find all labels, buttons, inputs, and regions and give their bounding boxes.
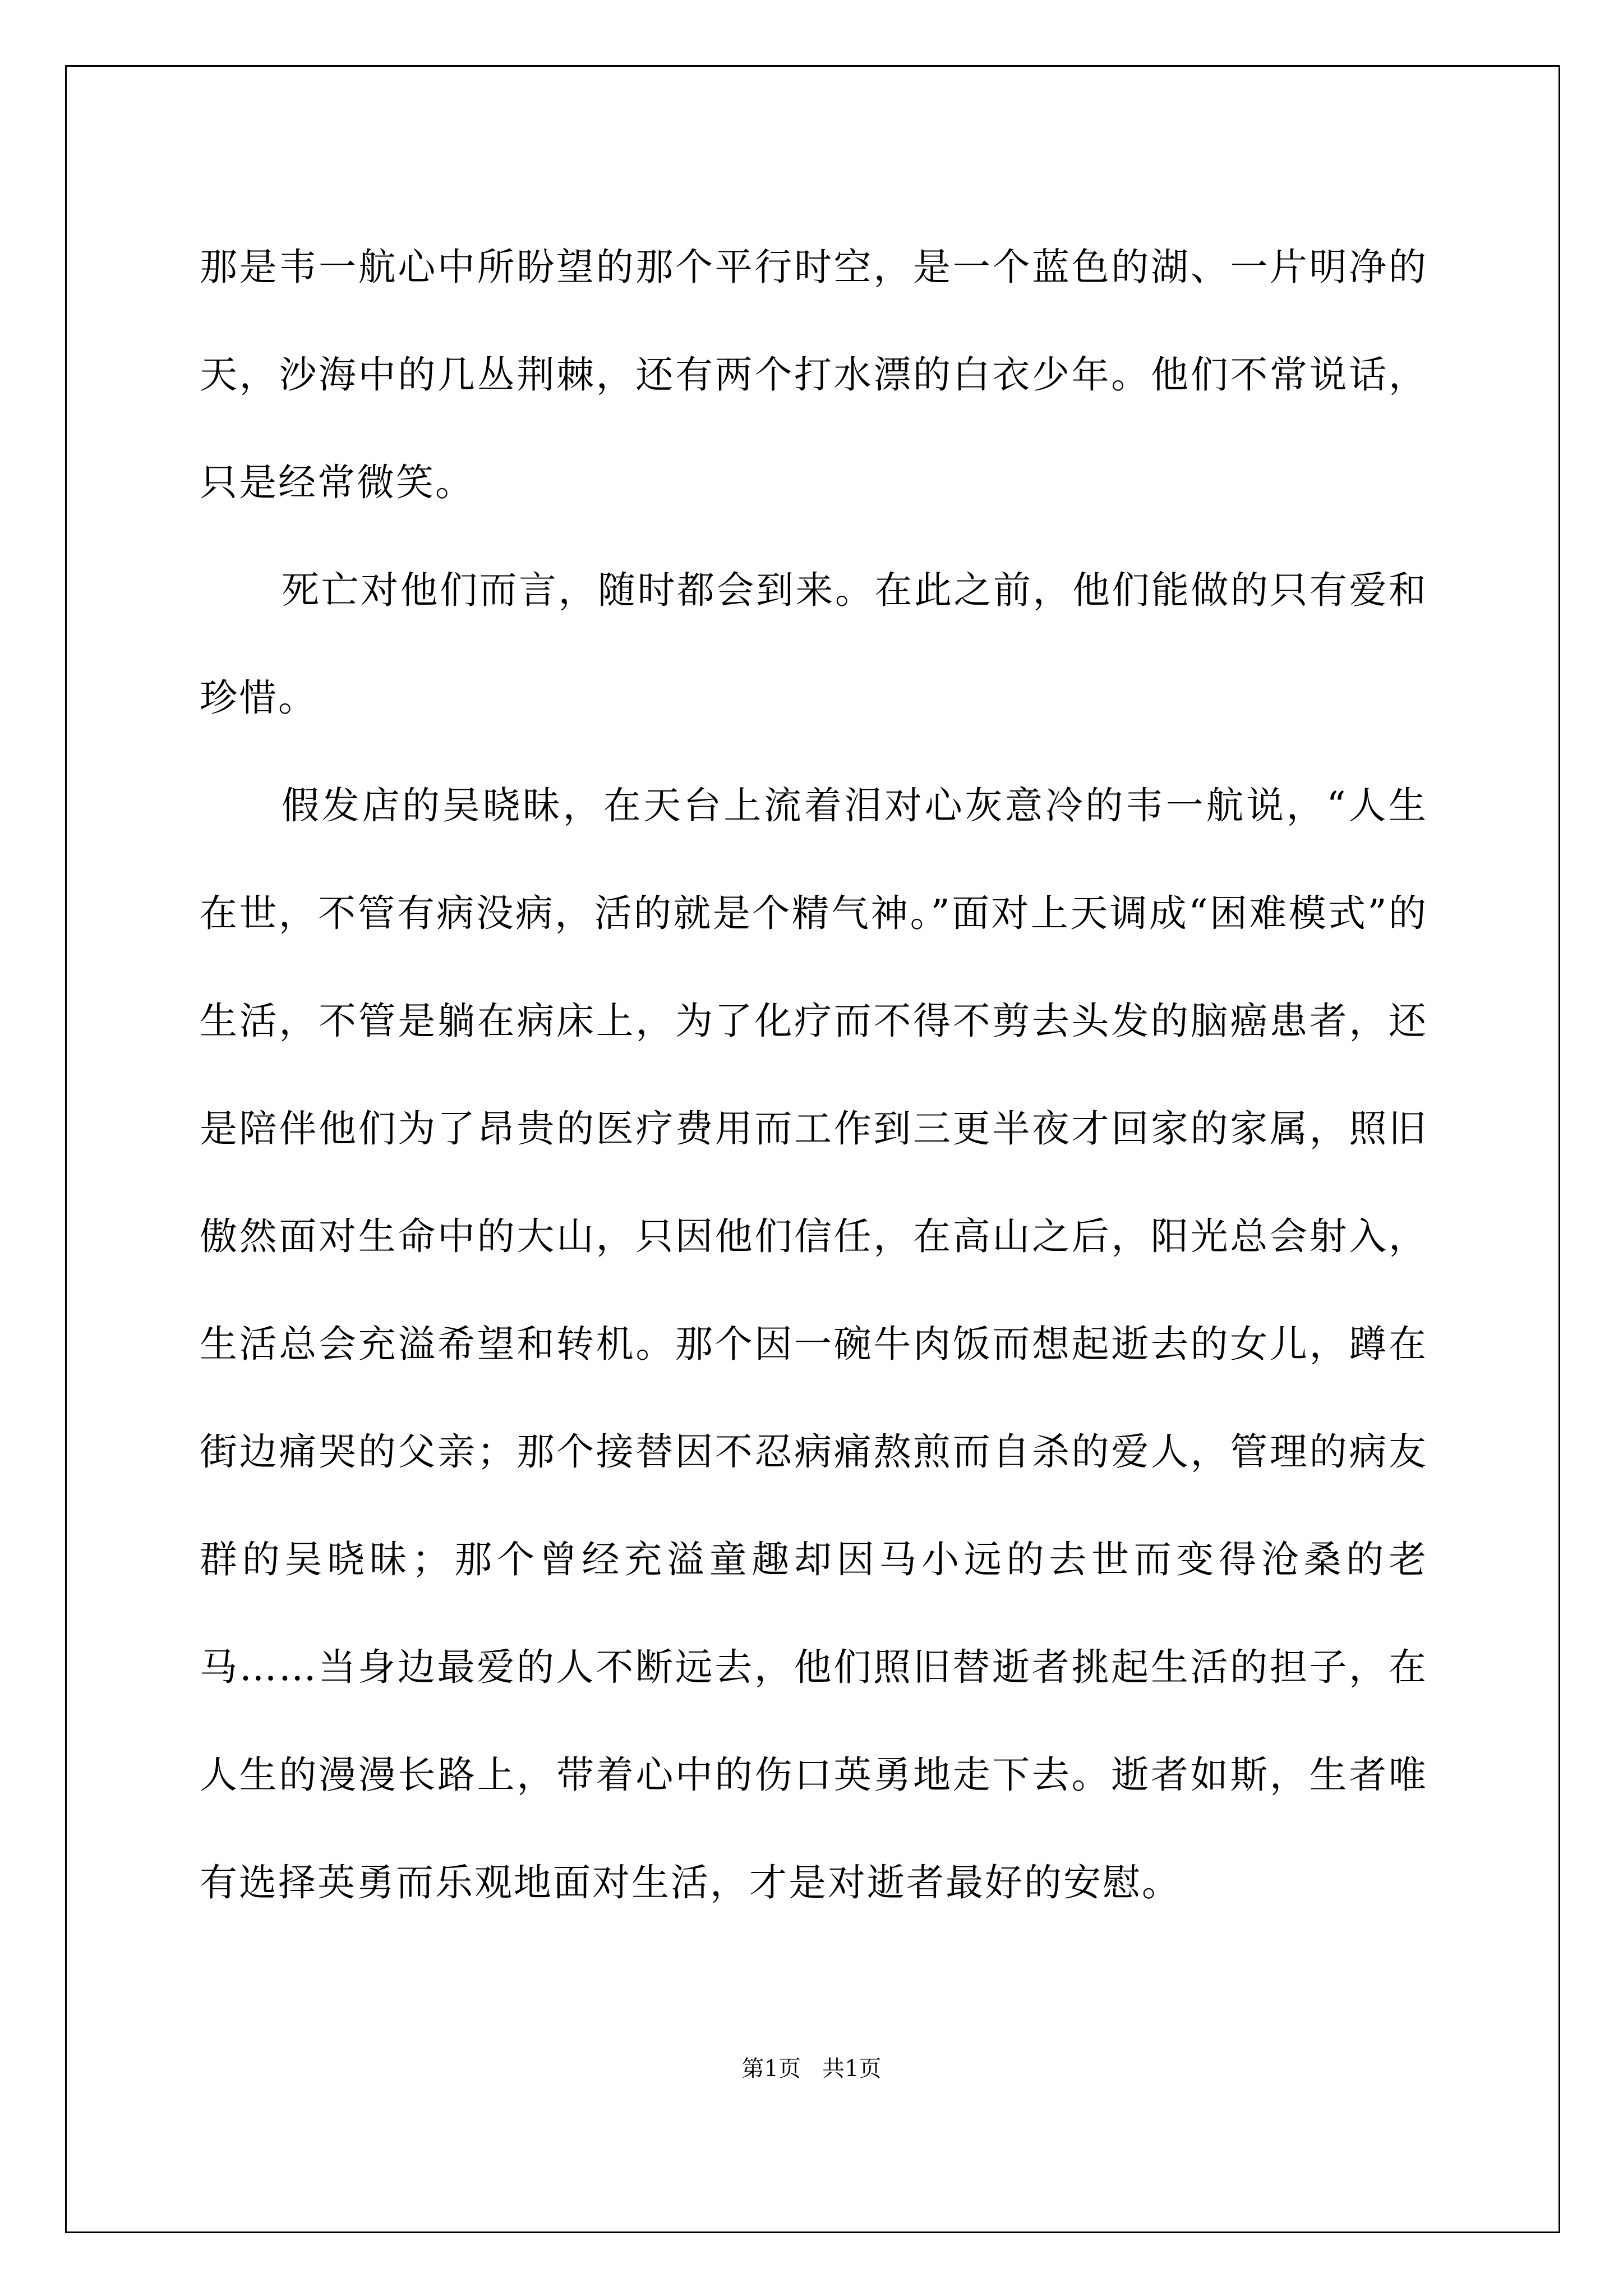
- paragraph: 假发店的吴晓昧，在天台上流着泪对心灰意冷的韦一航说，“人生在世，不管有病没病，活的就是个精气神。”面对上天调成“困难模式”的生活，不管是躺在病床上，为了化疗而不得不剪去头发的脑癌患者，还是陪伴他们为了昂贵的医疗费用而工作到三更半夜才回家的家属，照旧傲然面对生命中的大山，只因他们信任，在高山之后，阳光总会射入，生活总会充溢希望和转机。那个因一碗牛肉饭而想起逝去的女儿，蹲在街边痛哭的父亲；那个接替因不忍病痛熬煎而自杀的爱人，管理的病友群的吴晓昧；那个曾经充溢童趣却因马小远的去世而变得沧桑的老马……当身边最爱的人不断远去，他们照旧替逝者挑起生活的担子，在人生的漫漫长路上，带着心中的伤口英勇地走下去。逝者如斯，生者唯有选择英勇而乐观地面对生活，才是对逝者最好的安慰。: [200, 784, 1428, 1904]
- document-body: [200, 213, 1428, 1936]
- paragraph: 那是韦一航心中所盼望的那个平行时空，是一个蓝色的湖、一片明净的天，沙海中的几丛荆棘，还有两个打水漂的白衣少年。他们不常说话，只是经常微笑。: [200, 245, 1428, 504]
- page-number-footer: 第1页 共1页: [741, 2056, 882, 2082]
- paragraph: 死亡对他们而言，随时都会到来。在此之前，他们能做的只有爱和珍惜。: [200, 568, 1428, 720]
